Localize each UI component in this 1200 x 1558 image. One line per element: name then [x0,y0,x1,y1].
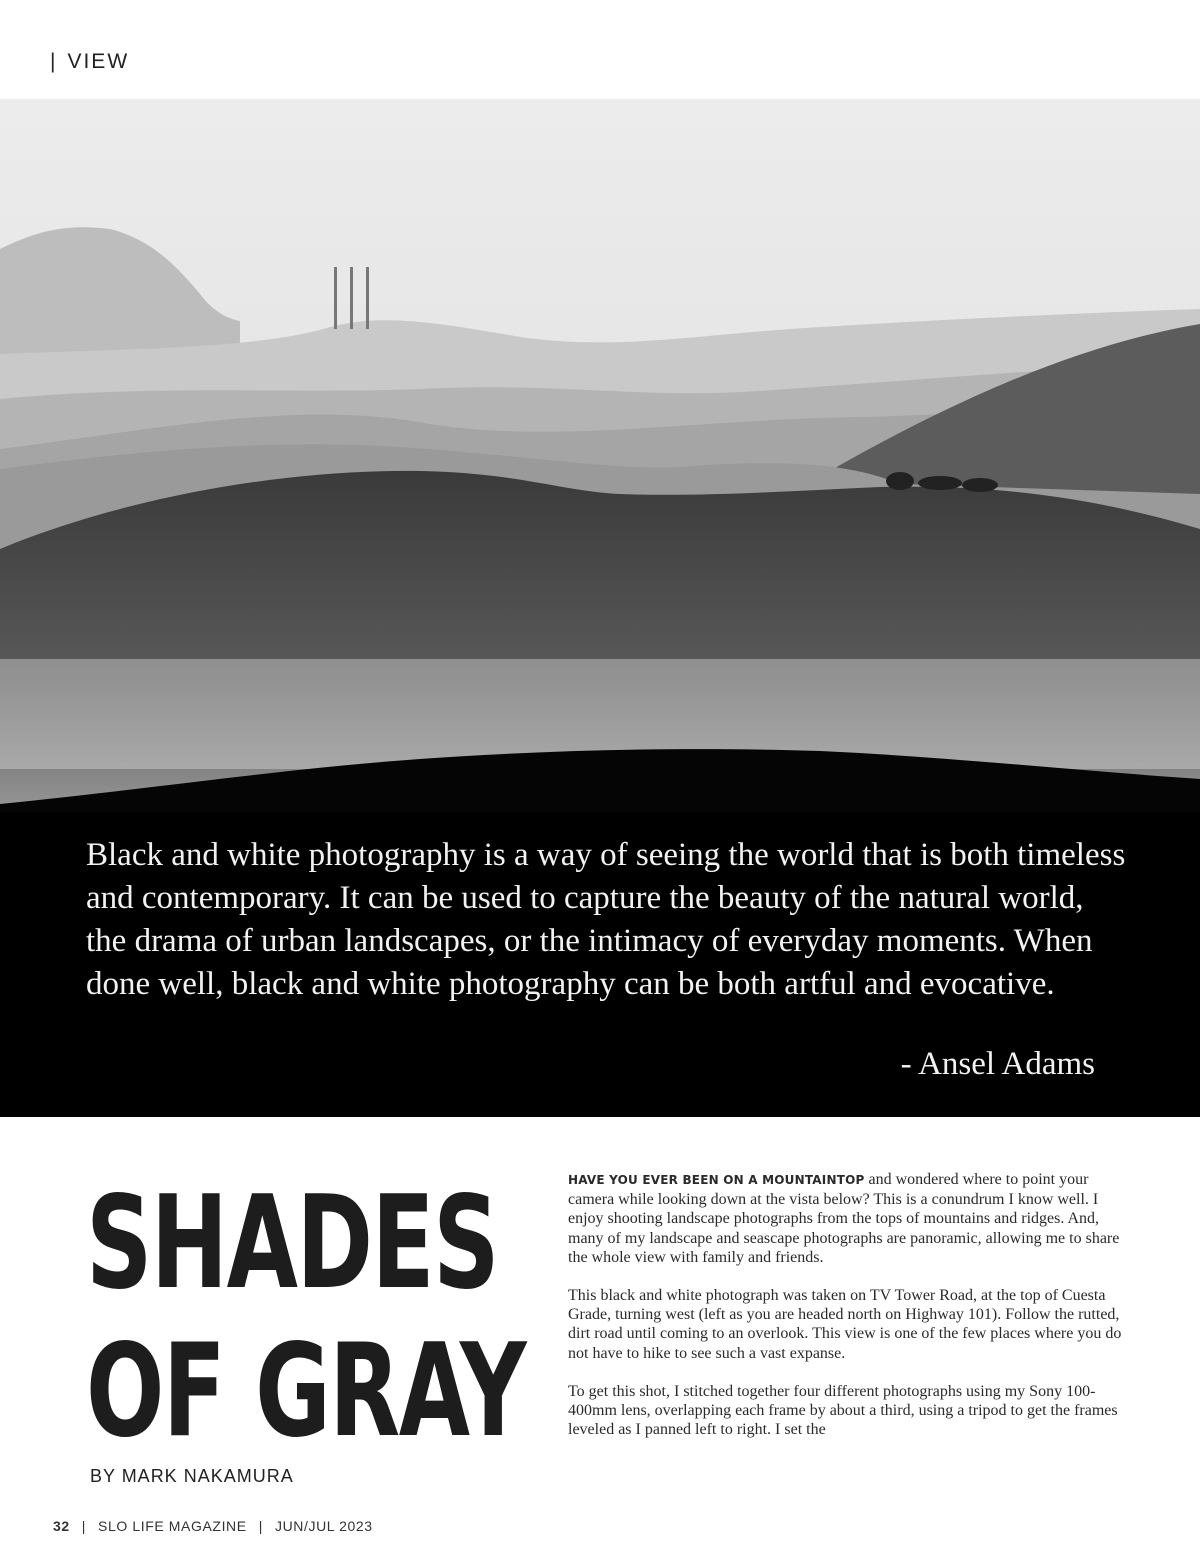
paragraph [568,1170,1133,1267]
paragraph-text: and wondered where to point your camera while looking down at the vista below? This is a conundrum I know well. I enjoy shooting landscape photographs from the tops of mountains and ridges. And, many of my landscape and seascape photographs are panoramic, allowing me to share the whole view with family and friends. [568,1171,1120,1266]
footer-divider: | [258,1518,263,1534]
paragraph: To get this shot, I stitched together four different photographs using my Sony 100-400mm lens, overlapping each frame by about a third, using a tripod to get the frames leveled as I panned left to right. I set the [568,1382,1118,1439]
headline-line-2: OF GRAY [86,1317,526,1466]
headline-line-1: SHADES [86,1169,499,1318]
section-label [50,50,129,74]
tower [366,267,369,329]
tower [350,267,353,329]
section-divider: | [50,50,58,73]
page-footer [53,1518,373,1534]
tower [334,267,337,329]
article-headline [86,1169,526,1466]
lead-in: HAVE YOU EVER BEEN ON A MOUNTAINTOP [568,1173,865,1187]
quote-text: Black and white photography is a way of seeing the world that is both timeless and contemporary. It can be used to capture the beauty of the natural world, the drama of urban landscapes, or the intimacy of everyday moments. When done well, black and white photography can be both artful and evocative. [86,837,1126,1002]
paragraph: This black and white photograph was taken on TV Tower Road, at the top of Cuesta Grade, turning west (left as you are headed north on Highway 101). Follow the rutted, dirt road until coming to an overlook. This view is one of the few places where you do not have to hike to see such a vast expanse. [568,1287,1122,1362]
byline: BY MARK NAKAMURA [90,1466,294,1486]
footer-divider: | [81,1518,87,1534]
page-number: 32 [53,1518,70,1534]
issue-date: JUN/JUL 2023 [274,1518,373,1534]
article-body [568,1170,1133,1458]
quote-box [0,812,1200,1117]
magazine-name: SLO LIFE MAGAZINE [98,1518,247,1534]
section-name: VIEW [67,50,130,73]
quote-author: - Ansel Adams [900,1046,1095,1082]
landscape-photo [0,99,1200,819]
